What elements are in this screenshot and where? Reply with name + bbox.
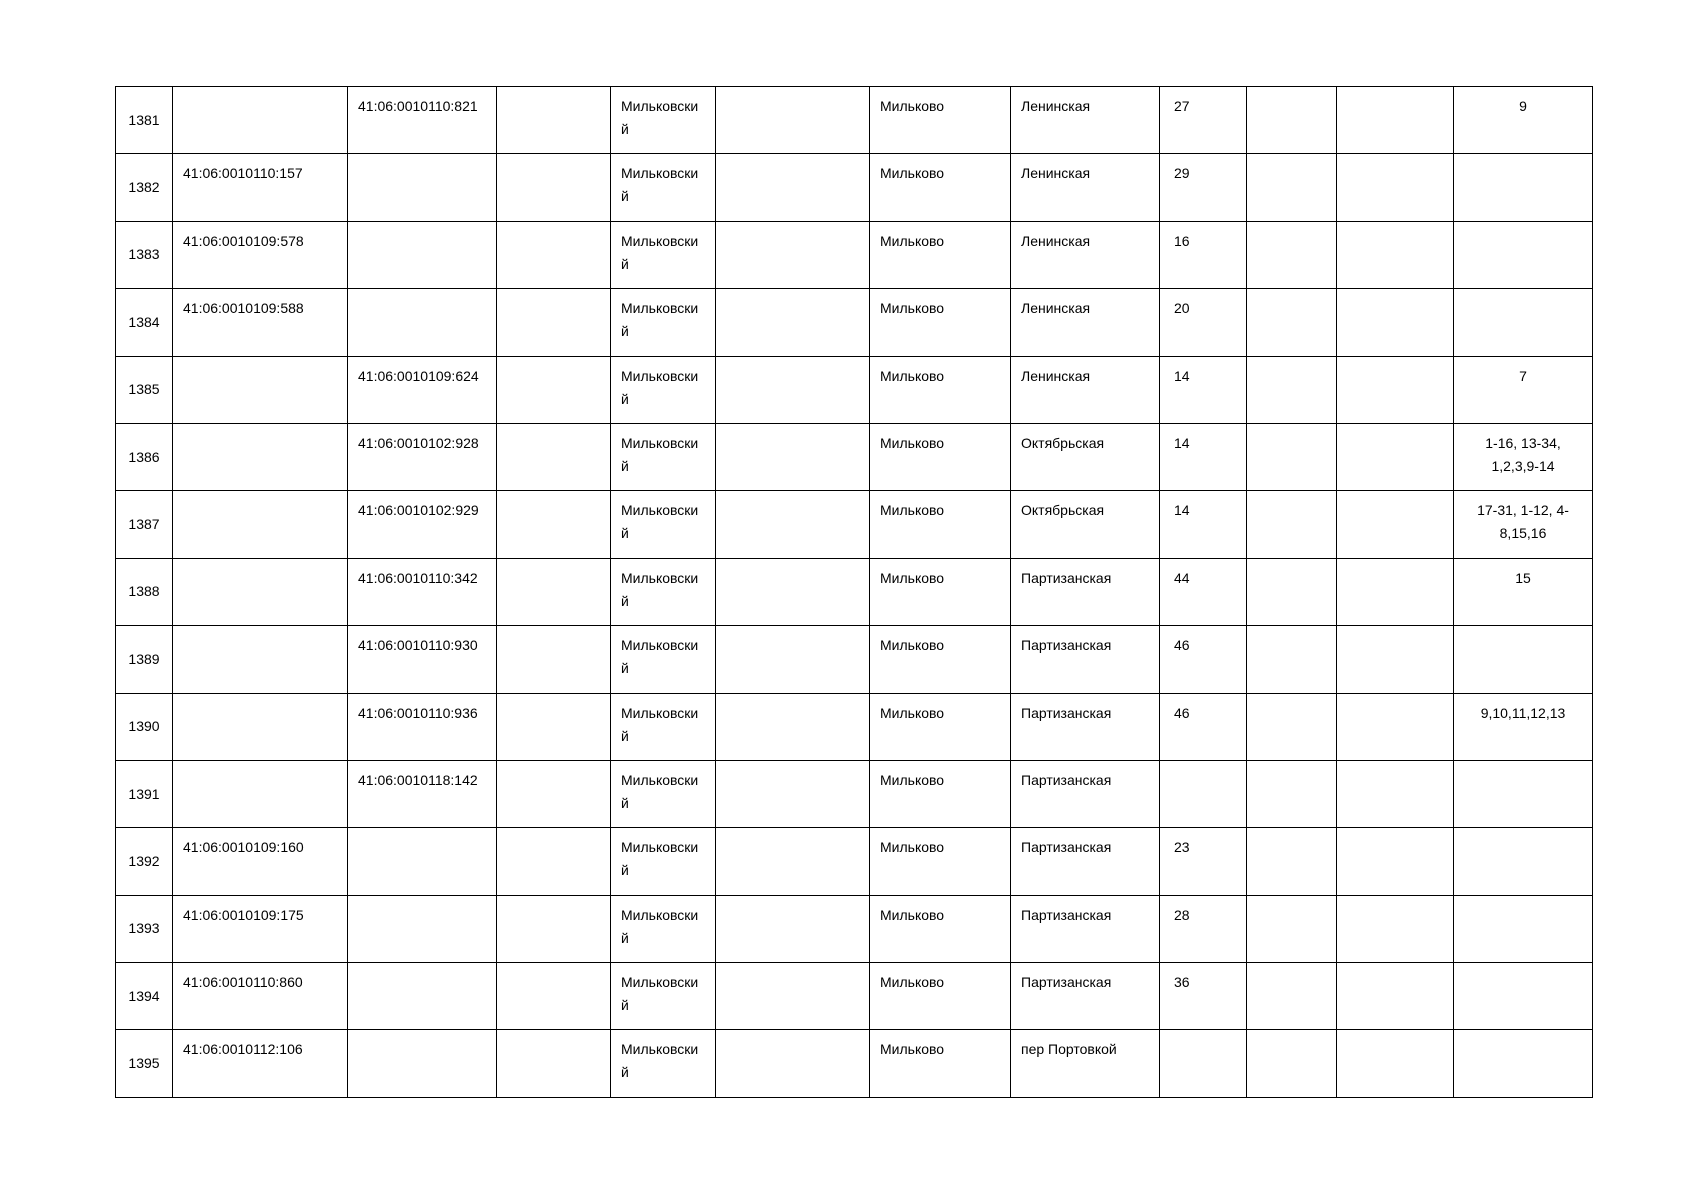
empty-cell xyxy=(1337,154,1454,221)
street-cell: пер Портовкой xyxy=(1011,1030,1160,1098)
locality-cell: Мильково xyxy=(870,626,1011,693)
table-row xyxy=(116,963,1593,1030)
cadastral-number-premises-cell: 41:06:0010102:929 xyxy=(348,491,497,558)
empty-cell xyxy=(716,289,870,356)
empty-cell xyxy=(1247,760,1337,827)
empty-cell xyxy=(716,895,870,962)
locality-cell: Мильково xyxy=(870,491,1011,558)
cadastral-number-cell xyxy=(173,693,348,760)
district-cell: Мильковский xyxy=(611,626,716,693)
apartment-cell xyxy=(1454,289,1593,356)
empty-cell xyxy=(497,828,611,895)
cadastral-number-cell: 41:06:0010109:160 xyxy=(173,828,348,895)
table-row xyxy=(116,154,1593,221)
empty-cell xyxy=(1247,1030,1337,1098)
empty-cell xyxy=(497,895,611,962)
locality-cell: Мильково xyxy=(870,760,1011,827)
empty-cell xyxy=(497,154,611,221)
row-number-cell: 1384 xyxy=(116,289,173,356)
district-cell: Мильковский xyxy=(611,491,716,558)
street-cell: Партизанская xyxy=(1011,760,1160,827)
empty-cell xyxy=(716,491,870,558)
cadastral-number-cell xyxy=(173,626,348,693)
street-cell: Ленинская xyxy=(1011,154,1160,221)
cadastral-number-premises-cell xyxy=(348,828,497,895)
house-number-cell: 46 xyxy=(1160,626,1247,693)
table-row xyxy=(116,558,1593,625)
empty-cell xyxy=(497,963,611,1030)
cadastral-number-premises-cell: 41:06:0010102:928 xyxy=(348,423,497,490)
street-cell: Партизанская xyxy=(1011,963,1160,1030)
cadastral-number-cell: 41:06:0010109:588 xyxy=(173,289,348,356)
row-number-cell: 1382 xyxy=(116,154,173,221)
house-number-cell: 14 xyxy=(1160,423,1247,490)
cadastral-number-cell: 41:06:0010110:860 xyxy=(173,963,348,1030)
register-body xyxy=(116,87,1593,1098)
empty-cell xyxy=(497,558,611,625)
district-cell: Мильковский xyxy=(611,963,716,1030)
street-cell: Партизанская xyxy=(1011,828,1160,895)
apartment-cell: 17-31, 1-12, 4-8,15,16 xyxy=(1454,491,1593,558)
district-cell: Мильковский xyxy=(611,1030,716,1098)
empty-cell xyxy=(497,87,611,154)
row-number-cell: 1386 xyxy=(116,423,173,490)
empty-cell xyxy=(716,558,870,625)
empty-cell xyxy=(1337,423,1454,490)
table-row xyxy=(116,491,1593,558)
row-number-cell: 1389 xyxy=(116,626,173,693)
empty-cell xyxy=(1337,289,1454,356)
empty-cell xyxy=(716,626,870,693)
empty-cell xyxy=(716,154,870,221)
district-cell: Мильковский xyxy=(611,760,716,827)
house-number-cell: 44 xyxy=(1160,558,1247,625)
cadastral-number-premises-cell: 41:06:0010110:342 xyxy=(348,558,497,625)
empty-cell xyxy=(497,356,611,423)
table-row xyxy=(116,895,1593,962)
locality-cell: Мильково xyxy=(870,828,1011,895)
row-number-cell: 1381 xyxy=(116,87,173,154)
apartment-cell: 15 xyxy=(1454,558,1593,625)
district-cell: Мильковский xyxy=(611,356,716,423)
locality-cell: Мильково xyxy=(870,1030,1011,1098)
house-number-cell: 36 xyxy=(1160,963,1247,1030)
locality-cell: Мильково xyxy=(870,289,1011,356)
row-number-cell: 1390 xyxy=(116,693,173,760)
row-number-cell: 1388 xyxy=(116,558,173,625)
apartment-cell xyxy=(1454,626,1593,693)
empty-cell xyxy=(1337,963,1454,1030)
locality-cell: Мильково xyxy=(870,154,1011,221)
table-row xyxy=(116,693,1593,760)
house-number-cell: 28 xyxy=(1160,895,1247,962)
district-cell: Мильковский xyxy=(611,221,716,288)
house-number-cell: 27 xyxy=(1160,87,1247,154)
empty-cell xyxy=(497,491,611,558)
empty-cell xyxy=(1247,356,1337,423)
empty-cell xyxy=(1247,154,1337,221)
empty-cell xyxy=(1247,221,1337,288)
empty-cell xyxy=(1247,828,1337,895)
street-cell: Ленинская xyxy=(1011,356,1160,423)
empty-cell xyxy=(1247,626,1337,693)
street-cell: Ленинская xyxy=(1011,221,1160,288)
empty-cell xyxy=(716,760,870,827)
cadastral-number-premises-cell xyxy=(348,221,497,288)
street-cell: Октябрьская xyxy=(1011,491,1160,558)
cadastral-number-premises-cell xyxy=(348,1030,497,1098)
empty-cell xyxy=(1337,87,1454,154)
locality-cell: Мильково xyxy=(870,356,1011,423)
table-row xyxy=(116,1030,1593,1098)
empty-cell xyxy=(1337,1030,1454,1098)
house-number-cell: 14 xyxy=(1160,356,1247,423)
table-row xyxy=(116,356,1593,423)
empty-cell xyxy=(716,1030,870,1098)
apartment-cell xyxy=(1454,895,1593,962)
apartment-cell xyxy=(1454,828,1593,895)
empty-cell xyxy=(1247,895,1337,962)
locality-cell: Мильково xyxy=(870,87,1011,154)
district-cell: Мильковский xyxy=(611,828,716,895)
apartment-cell: 9 xyxy=(1454,87,1593,154)
street-cell: Партизанская xyxy=(1011,693,1160,760)
empty-cell xyxy=(1247,558,1337,625)
empty-cell xyxy=(1337,828,1454,895)
empty-cell xyxy=(1337,356,1454,423)
empty-cell xyxy=(1247,491,1337,558)
table-row xyxy=(116,87,1593,154)
empty-cell xyxy=(1247,693,1337,760)
empty-cell xyxy=(716,828,870,895)
district-cell: Мильковский xyxy=(611,87,716,154)
row-number-cell: 1392 xyxy=(116,828,173,895)
apartment-cell xyxy=(1454,154,1593,221)
table-row xyxy=(116,221,1593,288)
cadastral-number-premises-cell: 41:06:0010118:142 xyxy=(348,760,497,827)
empty-cell xyxy=(716,221,870,288)
empty-cell xyxy=(1337,558,1454,625)
district-cell: Мильковский xyxy=(611,423,716,490)
cadastral-number-cell: 41:06:0010112:106 xyxy=(173,1030,348,1098)
empty-cell xyxy=(1337,895,1454,962)
apartment-cell xyxy=(1454,221,1593,288)
locality-cell: Мильково xyxy=(870,693,1011,760)
cadastral-number-premises-cell xyxy=(348,154,497,221)
table-row xyxy=(116,626,1593,693)
house-number-cell: 16 xyxy=(1160,221,1247,288)
locality-cell: Мильково xyxy=(870,558,1011,625)
district-cell: Мильковский xyxy=(611,895,716,962)
district-cell: Мильковский xyxy=(611,289,716,356)
house-number-cell xyxy=(1160,1030,1247,1098)
row-number-cell: 1393 xyxy=(116,895,173,962)
street-cell: Партизанская xyxy=(1011,895,1160,962)
apartment-cell xyxy=(1454,1030,1593,1098)
empty-cell xyxy=(716,356,870,423)
cadastral-number-cell xyxy=(173,558,348,625)
empty-cell xyxy=(1337,626,1454,693)
row-number-cell: 1391 xyxy=(116,760,173,827)
cadastral-number-cell xyxy=(173,356,348,423)
empty-cell xyxy=(716,963,870,1030)
cadastral-number-cell xyxy=(173,491,348,558)
district-cell: Мильковский xyxy=(611,693,716,760)
empty-cell xyxy=(497,221,611,288)
cadastral-number-cell xyxy=(173,760,348,827)
empty-cell xyxy=(497,289,611,356)
locality-cell: Мильково xyxy=(870,963,1011,1030)
house-number-cell: 46 xyxy=(1160,693,1247,760)
empty-cell xyxy=(497,693,611,760)
cadastral-number-premises-cell xyxy=(348,963,497,1030)
locality-cell: Мильково xyxy=(870,423,1011,490)
street-cell: Октябрьская xyxy=(1011,423,1160,490)
empty-cell xyxy=(716,423,870,490)
street-cell: Ленинская xyxy=(1011,289,1160,356)
house-number-cell: 29 xyxy=(1160,154,1247,221)
cadastral-number-cell: 41:06:0010109:578 xyxy=(173,221,348,288)
cadastral-number-premises-cell xyxy=(348,289,497,356)
address-register-table xyxy=(115,86,1593,1098)
cadastral-number-cell: 41:06:0010110:157 xyxy=(173,154,348,221)
street-cell: Партизанская xyxy=(1011,626,1160,693)
empty-cell xyxy=(497,626,611,693)
cadastral-number-cell: 41:06:0010109:175 xyxy=(173,895,348,962)
empty-cell xyxy=(1337,221,1454,288)
apartment-cell: 9,10,11,12,13 xyxy=(1454,693,1593,760)
house-number-cell: 23 xyxy=(1160,828,1247,895)
empty-cell xyxy=(497,760,611,827)
apartment-cell xyxy=(1454,760,1593,827)
row-number-cell: 1395 xyxy=(116,1030,173,1098)
cadastral-number-premises-cell: 41:06:0010110:930 xyxy=(348,626,497,693)
locality-cell: Мильково xyxy=(870,895,1011,962)
cadastral-number-cell xyxy=(173,423,348,490)
locality-cell: Мильково xyxy=(870,221,1011,288)
table-row xyxy=(116,289,1593,356)
cadastral-number-premises-cell xyxy=(348,895,497,962)
cadastral-number-premises-cell: 41:06:0010109:624 xyxy=(348,356,497,423)
apartment-cell xyxy=(1454,963,1593,1030)
district-cell: Мильковский xyxy=(611,154,716,221)
row-number-cell: 1385 xyxy=(116,356,173,423)
table-row xyxy=(116,828,1593,895)
row-number-cell: 1383 xyxy=(116,221,173,288)
apartment-cell: 7 xyxy=(1454,356,1593,423)
empty-cell xyxy=(716,87,870,154)
cadastral-number-premises-cell: 41:06:0010110:936 xyxy=(348,693,497,760)
apartment-cell: 1-16, 13-34, 1,2,3,9-14 xyxy=(1454,423,1593,490)
empty-cell xyxy=(1337,693,1454,760)
empty-cell xyxy=(1247,289,1337,356)
empty-cell xyxy=(497,1030,611,1098)
house-number-cell: 20 xyxy=(1160,289,1247,356)
empty-cell xyxy=(1337,760,1454,827)
row-number-cell: 1394 xyxy=(116,963,173,1030)
empty-cell xyxy=(1247,87,1337,154)
district-cell: Мильковский xyxy=(611,558,716,625)
row-number-cell: 1387 xyxy=(116,491,173,558)
street-cell: Партизанская xyxy=(1011,558,1160,625)
empty-cell xyxy=(716,693,870,760)
house-number-cell: 14 xyxy=(1160,491,1247,558)
empty-cell xyxy=(1247,423,1337,490)
table-row xyxy=(116,423,1593,490)
cadastral-number-premises-cell: 41:06:0010110:821 xyxy=(348,87,497,154)
empty-cell xyxy=(497,423,611,490)
table-row xyxy=(116,760,1593,827)
street-cell: Ленинская xyxy=(1011,87,1160,154)
empty-cell xyxy=(1247,963,1337,1030)
house-number-cell xyxy=(1160,760,1247,827)
empty-cell xyxy=(1337,491,1454,558)
cadastral-number-cell xyxy=(173,87,348,154)
